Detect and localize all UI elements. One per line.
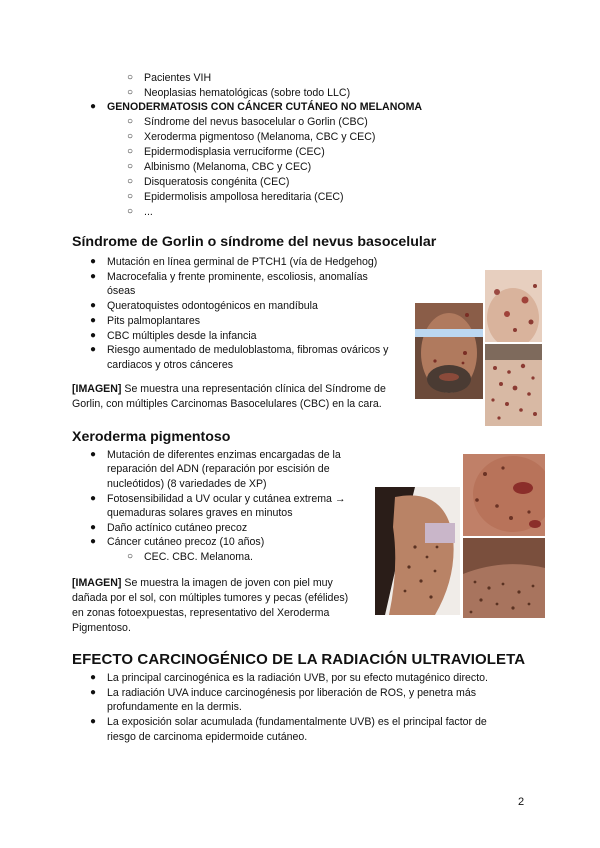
list-item: Neoplasias hematológicas (sobre todo LLC): [144, 87, 351, 99]
list-item-continuation: cardiacos y otros cánceres: [107, 359, 234, 371]
list-item: CBC múltiples desde la infancia: [107, 330, 257, 342]
list-item: Macrocefalia y frente prominente, escoliosis, anomalías: [107, 271, 368, 283]
list-item: Daño actínico cutáneo precoz: [107, 522, 248, 534]
gorlin-face-photo: [415, 303, 483, 399]
list-item: La exposición solar acumulada (fundamentalmente UVB) es el principal factor de: [107, 716, 487, 728]
list-item-continuation: quemaduras solares graves en minutos: [107, 507, 293, 519]
circle-bullet-icon: ○: [127, 87, 134, 98]
list-item: Epidermolisis ampollosa hereditaria (CEC): [144, 191, 344, 203]
list-item: Mutación en línea germinal de PTCH1 (vía de Hedgehog): [107, 256, 378, 268]
circle-bullet-icon: ○: [127, 176, 134, 187]
circle-bullet-icon: ○: [127, 191, 134, 202]
bullet-icon: ●: [90, 330, 97, 341]
bullet-icon: ●: [90, 687, 97, 698]
list-item: Riesgo aumentado de meduloblastoma, fibromas ováricos y: [107, 344, 389, 356]
bullet-icon: ●: [90, 522, 97, 533]
image-caption-gorlin: [IMAGEN] Se muestra una representación clínica del Síndrome de Gorlin, con múltiples Carcinomas Basocelulares (CBC) en la cara.: [72, 383, 386, 410]
circle-bullet-icon: ○: [127, 551, 134, 562]
list-item: Mutación de diferentes enzimas encargadas de la: [107, 449, 341, 461]
gorlin-back-photo: [485, 344, 542, 426]
list-item: Epidermodisplasia verruciforme (CEC): [144, 146, 325, 158]
bullet-icon: ●: [90, 315, 97, 326]
xp-profile-photo: [375, 487, 460, 615]
bullet-icon: ●: [90, 716, 97, 727]
section-title-gorlin: Síndrome de Gorlin o síndrome del nevus basocelular: [72, 234, 437, 250]
image-tag: [IMAGEN]: [72, 577, 122, 589]
circle-bullet-icon: ○: [127, 131, 134, 142]
list-item-continuation: profundamente en la dermis.: [107, 701, 242, 713]
genodermatosis-heading: GENODERMATOSIS CON CÁNCER CUTÁNEO NO MELANOMA: [107, 101, 423, 113]
circle-bullet-icon: ○: [127, 146, 134, 157]
list-item: Pits palmoplantares: [107, 315, 201, 327]
list-item-continuation: riesgo de carcinoma epidermoide cutáneo.: [107, 731, 308, 743]
section-title-uv: EFECTO CARCINOGÉNICO DE LA RADIACIÓN ULTRAVIOLETA: [72, 651, 526, 668]
circle-bullet-icon: ○: [127, 161, 134, 172]
bullet-icon: ●: [90, 449, 97, 460]
list-item: Síndrome del nevus basocelular o Gorlin (CBC): [144, 116, 368, 128]
xp-neck-photo: [463, 538, 545, 618]
image-tag: [IMAGEN]: [72, 383, 122, 395]
bullet-icon: ●: [90, 256, 97, 267]
bullet-icon: ●: [90, 672, 97, 683]
image-caption-xeroderma: [IMAGEN] Se muestra la imagen de joven con piel muy dañada por el sol, con múltiples tumores y pecas (efélides) en zonas fotoexpuestas, representativo del Xeroderma Pigmentoso.: [72, 577, 349, 634]
list-item-continuation: óseas: [107, 285, 136, 297]
list-item: Fotosensibilidad a UV ocular y cutánea extrema →: [107, 493, 346, 505]
section-title-xeroderma: Xeroderma pigmentoso: [72, 429, 231, 445]
bullet-icon: ●: [90, 271, 97, 282]
list-item: Cáncer cutáneo precoz (10 años): [107, 536, 265, 548]
page-number: 2: [518, 796, 525, 808]
bullet-icon: ●: [90, 344, 97, 355]
list-item: Xeroderma pigmentoso (Melanoma, CBC y CEC): [144, 131, 376, 143]
gorlin-chest-photo: [485, 270, 542, 342]
bullet-icon: ●: [90, 493, 97, 504]
bullet-icon: ●: [90, 300, 97, 311]
xp-chin-photo: [463, 454, 545, 536]
list-item: Pacientes VIH: [144, 72, 212, 84]
bullet-icon: ●: [90, 101, 97, 112]
list-item-continuation: reparación del ADN (reparación por escisión de: [107, 463, 330, 475]
circle-bullet-icon: ○: [127, 72, 134, 83]
list-item: ...: [144, 206, 153, 218]
list-item: Albinismo (Melanoma, CBC y CEC): [144, 161, 312, 173]
bullet-icon: ●: [90, 536, 97, 547]
circle-bullet-icon: ○: [127, 206, 134, 217]
list-item: La principal carcinogénica es la radiación UVB, por su efecto mutagénico directo.: [107, 672, 488, 684]
list-item: Queratoquistes odontogénicos en mandíbula: [107, 300, 318, 312]
list-item: Disqueratosis congénita (CEC): [144, 176, 290, 188]
list-item: CEC. CBC. Melanoma.: [144, 551, 253, 563]
circle-bullet-icon: ○: [127, 116, 134, 127]
list-item: La radiación UVA induce carcinogénesis por liberación de ROS, y penetra más: [107, 687, 477, 699]
list-item-continuation: nucleótidos) (8 variedades de XP): [107, 478, 267, 490]
